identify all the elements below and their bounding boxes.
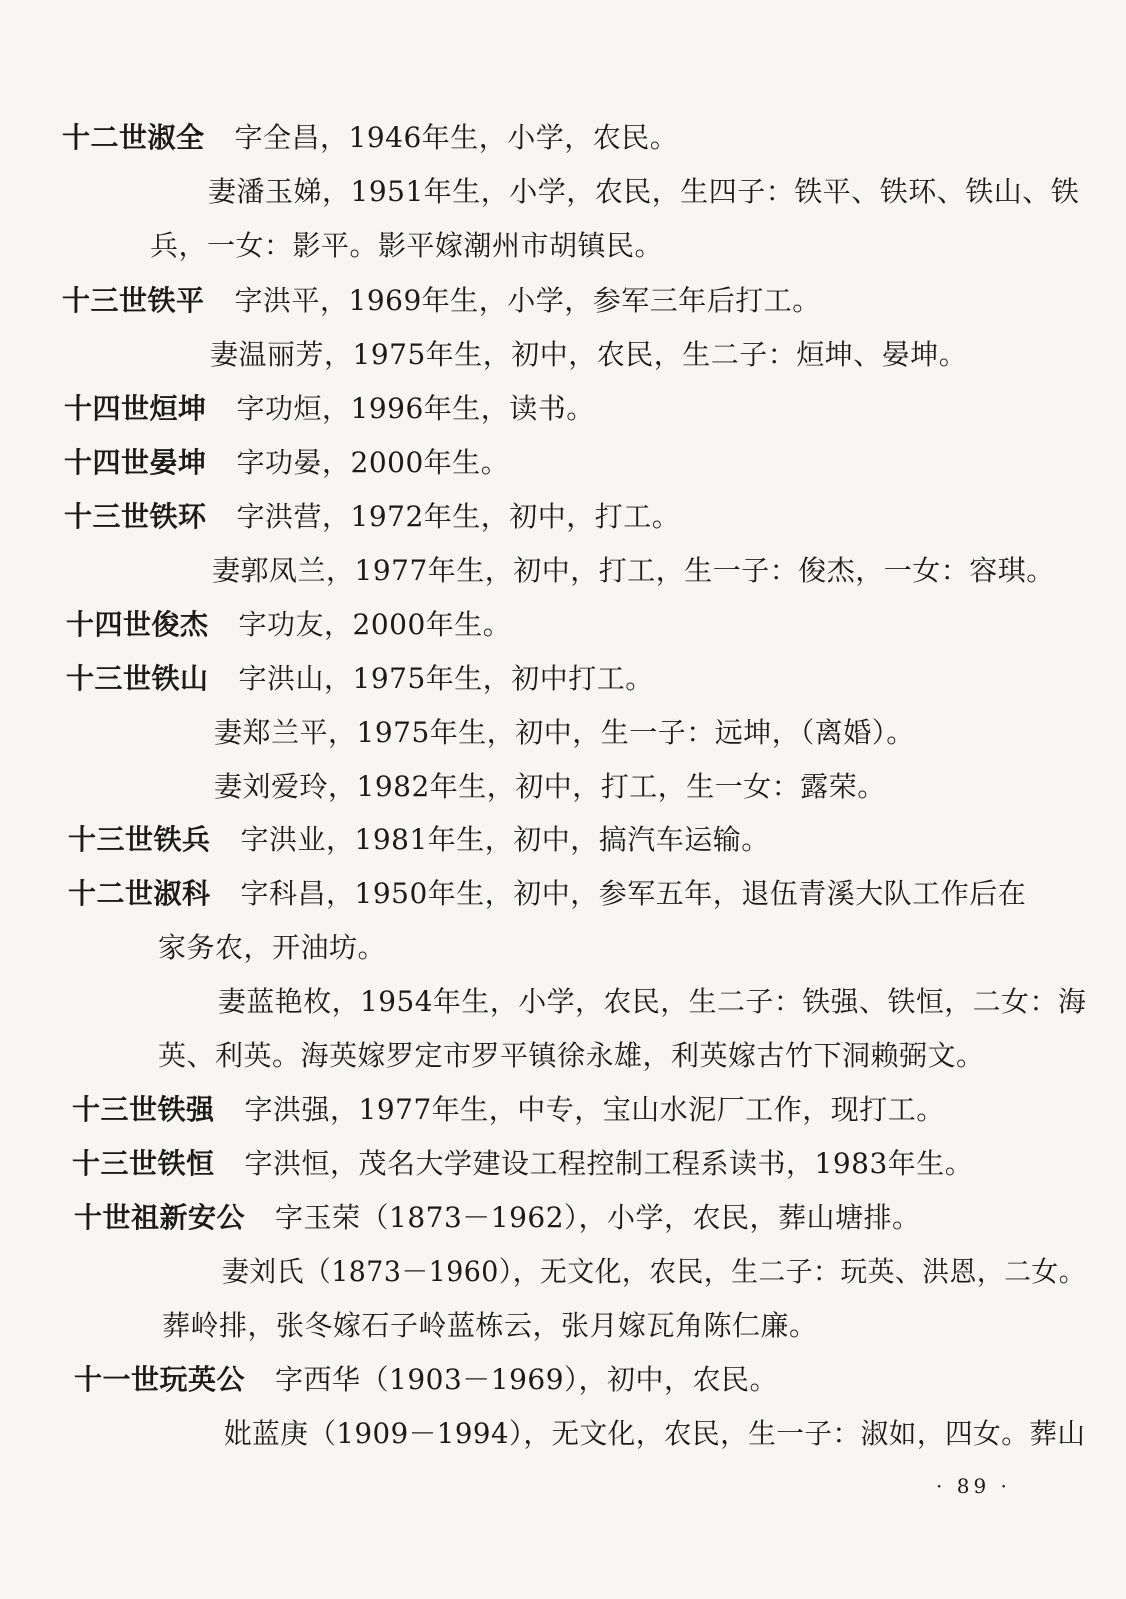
entry-line (224, 1414, 1086, 1454)
entry-line (62, 281, 821, 321)
entry-line (64, 443, 509, 483)
entry-line (208, 172, 1079, 212)
generation-name: 十三世铁强 (72, 1093, 215, 1126)
entry-text: 字洪强，1977年生，中专，宝山水泥厂工作，现打工。 (244, 1093, 945, 1126)
entry-text: 字功友，2000年生。 (238, 608, 512, 641)
entry-line (158, 928, 386, 968)
entry-line (62, 118, 678, 158)
entry-line (158, 1036, 985, 1076)
entry-text: 妻温丽芳，1975年生，初中，农民，生二子：烜坤、晏坤。 (210, 338, 968, 371)
entry-text: 妣蓝庚（1909－1994），无文化，农民，生一子：淑如，四女。葬山 (224, 1417, 1086, 1450)
entry-line (68, 874, 1026, 914)
entry-line (214, 713, 915, 753)
entry-text: 字全昌，1946年生，小学，农民。 (234, 121, 679, 154)
generation-name: 十二世淑全 (62, 121, 205, 154)
entry-line (64, 389, 595, 429)
entry-text: 妻刘氏（1873－1960），无文化，农民，生二子：玩英、洪恩，二女。 (222, 1255, 1087, 1288)
generation-name: 十一世玩英公 (74, 1363, 246, 1396)
generation-name: 十世祖新安公 (74, 1201, 246, 1234)
entry-line (162, 1306, 818, 1346)
entry-text: 英、利英。海英嫁罗定市罗平镇徐永雄，利英嫁古竹下洞赖弼文。 (158, 1039, 985, 1072)
entry-line (74, 1198, 921, 1238)
entry-line (64, 497, 680, 537)
generation-name: 十四世晏坤 (64, 446, 207, 479)
entry-text: 字洪业，1981年生，初中，搞汽车运输。 (240, 823, 770, 856)
entry-text: 字洪山，1975年生，初中打工。 (238, 662, 654, 695)
entry-line (74, 1360, 778, 1400)
entry-text: 妻郑兰平，1975年生，初中，生一子：远坤，（离婚）。 (214, 716, 915, 749)
generation-name: 十四世烜坤 (64, 392, 207, 425)
entry-text: 字洪营，1972年生，初中，打工。 (236, 500, 681, 533)
entry-text: 兵，一女：影平。影平嫁潮州市胡镇民。 (150, 229, 664, 262)
entry-text: 字西华（1903－1969），初中，农民。 (275, 1363, 779, 1396)
entry-line (72, 1144, 973, 1184)
generation-name: 十三世铁平 (62, 284, 205, 317)
entry-text: 字功烜，1996年生，读书。 (236, 392, 595, 425)
entry-line (210, 335, 967, 375)
entry-text: 字洪恒，茂名大学建设工程控制工程系读书，1983年生。 (244, 1147, 974, 1180)
entry-text: 葬岭排，张冬嫁石子岭蓝栋云，张月嫁瓦角陈仁廉。 (162, 1309, 818, 1342)
entry-line (72, 1090, 945, 1130)
entry-text: 家务农，开油坊。 (158, 931, 387, 964)
generation-name: 十三世铁恒 (72, 1147, 215, 1180)
entry-line (150, 226, 663, 266)
entry-line (66, 605, 511, 645)
generation-name: 十四世俊杰 (66, 608, 209, 641)
entry-text: 妻潘玉娣，1951年生，小学，农民，生四子：铁平、铁环、铁山、铁 (208, 175, 1080, 208)
generation-name: 十三世铁山 (66, 662, 209, 695)
entry-text: 妻刘爱玲，1982年生，初中，打工，生一女：露荣。 (214, 770, 886, 803)
entry-line (212, 551, 1055, 591)
generation-name: 十三世铁兵 (68, 823, 211, 856)
entry-text: 妻蓝艳枚，1954年生，小学，农民，生二子：铁强、铁恒，二女：海 (218, 985, 1087, 1018)
entry-line (222, 1252, 1086, 1292)
entry-line (68, 820, 770, 860)
entry-text: 字功晏，2000年生。 (236, 446, 510, 479)
entry-text: 字科昌，1950年生，初中，参军五年，退伍青溪大队工作后在 (240, 877, 1027, 910)
entry-text: 妻郭凤兰，1977年生，初中，打工，生一子：俊杰，一女：容琪。 (212, 554, 1055, 587)
page-number: · 89 · (936, 1474, 1011, 1498)
entry-text: 字洪平，1969年生，小学，参军三年后打工。 (234, 284, 821, 317)
generation-name: 十三世铁环 (64, 500, 207, 533)
entry-line (66, 659, 654, 699)
entry-line (218, 982, 1086, 1022)
entry-text: 字玉荣（1873－1962），小学，农民，葬山塘排。 (275, 1201, 921, 1234)
entry-line (214, 767, 886, 807)
generation-name: 十二世淑科 (68, 877, 211, 910)
